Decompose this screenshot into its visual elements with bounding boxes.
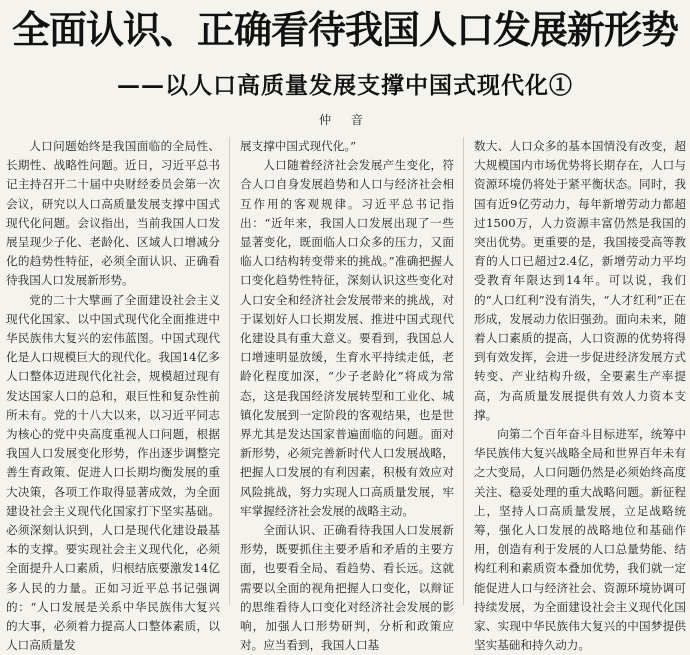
headline: 全面认识、正确看待我国人口发展新形势 (11, 8, 678, 52)
body-column-1 (6, 137, 220, 653)
paragraph-continuation: 数大、人口众多的基本国情没有改变，超大规模国内市场优势将长期存在，人口与资源环境仍将处于紧平衡状态。同时，我国有近9亿劳动力，每年新增劳动力都超过1500万，人力资源丰富仍然是我国的突出优势。更重要的是，我国接受高等教育的人口已超过2.4亿，新增劳动力平均受教育年限达到14年。可以说，我们的“人口红利”没有消失，“人才红利”正在形成，发展动力依旧强劲。面向未来，随着人口素质的提高，人口资源的优势将得到有效发挥，会进一步促进经济发展方式转变、产业结构升级，全要素生产率提高，为高质量发展提供有效人力资本支撑。 (474, 139, 686, 422)
body-column-2 (240, 137, 454, 653)
column-divider (463, 137, 464, 605)
paragraph: 人口随着经济社会发展产生变化，符合人口自身发展趋势和人口与经济社会相互作用的客观规律。习近平总书记指出：“近年来，我国人口发展出现了一些显著变化，既面临人口众多的压力，又面临人口结构转变带来的挑战。”准确把握人口变化趋势性特征，深刻认识这些变化对人口安全和经济社会发展带来的挑战，对于谋划好人口长期发展、推进中国式现代化建设具有重大意义。要看到，我国总人口增速明显放缓，生育水平持续走低，老龄化程度加深，“少子老龄化”将成为常态，这是我国经济发展转型和工业化、城镇化发展到一定阶段的客观结果，也是世界尤其是发达国家普遍面临的问题。面对新形势，必须完善新时代人口发展战略，把握人口发展的有利因素，积极有效应对风险挑战，努力实现人口高质量发展，牢牢掌握经济社会发展的战略主动。 (240, 158, 454, 518)
paragraph: 向第二个百年奋斗目标进军，统筹中华民族伟大复兴战略全局和世界百年未有之大变局，人口问题仍然是必须始终高度关注、稳妥处理的重大战略问题。新征程上，坚持人口高质量发展，立足战略统筹，强化人口发展的战略地位和基础作用，创造有利于发展的人口总量势能、结构红利和素质资本叠加优势，我们就一定能促进人口与经济社会、资源环境协调可持续发展，为全面建设社会主义现代化国家、实现中华民族伟大复兴的中国梦提供坚实基础和持久动力。 (474, 427, 686, 653)
byline: 仲 音 (319, 113, 371, 127)
paragraph: 全面认识、正确看待我国人口发展新形势，既要抓住主要矛盾和矛盾的主要方面，也要看全局、看趋势、看长远。这就需要以全面的视角把握人口变化，以辩证的思维看待人口变化对经济社会发展的影响，加强人口形势研判，分析和政策应对。应当看到，我国人口基 (240, 523, 454, 653)
column-divider (229, 137, 230, 605)
paragraph: 人口问题始终是我国面临的全局性、长期性、战略性问题。近日，习近平总书记主持召开二十届中央财经委员会第一次会议，研究以人口高质量发展支撑中国式现代化问题。会议指出，当前我国人口发展呈现少子化、老龄化、区域人口增减分化的趋势性特征，必须全面认识、正确看待我国人口发展新形势。 (6, 139, 220, 288)
paragraph-continuation: 展支撑中国式现代化。” (240, 139, 357, 153)
body-column-3 (474, 137, 686, 653)
paragraph: 党的二十大擘画了全面建设社会主义现代化国家、以中国式现代化全面推进中华民族伟大复兴的宏伟蓝图。中国式现代化是人口规模巨大的现代化。我国14亿多人口整体迈进现代化社会，规模超过现有发达国家人口的总和，艰巨性和复杂性前所未有。党的十八大以来，以习近平同志为核心的党中央高度重视人口问题，根据我国人口发展变化形势，作出逐步调整完善生育政策、促进人口长期均衡发展的重大决策，各项工作取得显著成效，为全面建设社会主义现代化国家打下坚实基础。必须深刻认识到，人口是现代化建设最基本的支撑。要实现社会主义现代化，必须全面提升人口素质，归根结底要激发14亿多人民的力量。正如习近平总书记强调的：“人口发展是关系中华民族伟大复兴的大事，必须着力提高人口整体素质，以人口高质量发 (6, 292, 220, 653)
subtitle: ——以人口高质量发展支撑中国式现代化① (117, 72, 573, 99)
